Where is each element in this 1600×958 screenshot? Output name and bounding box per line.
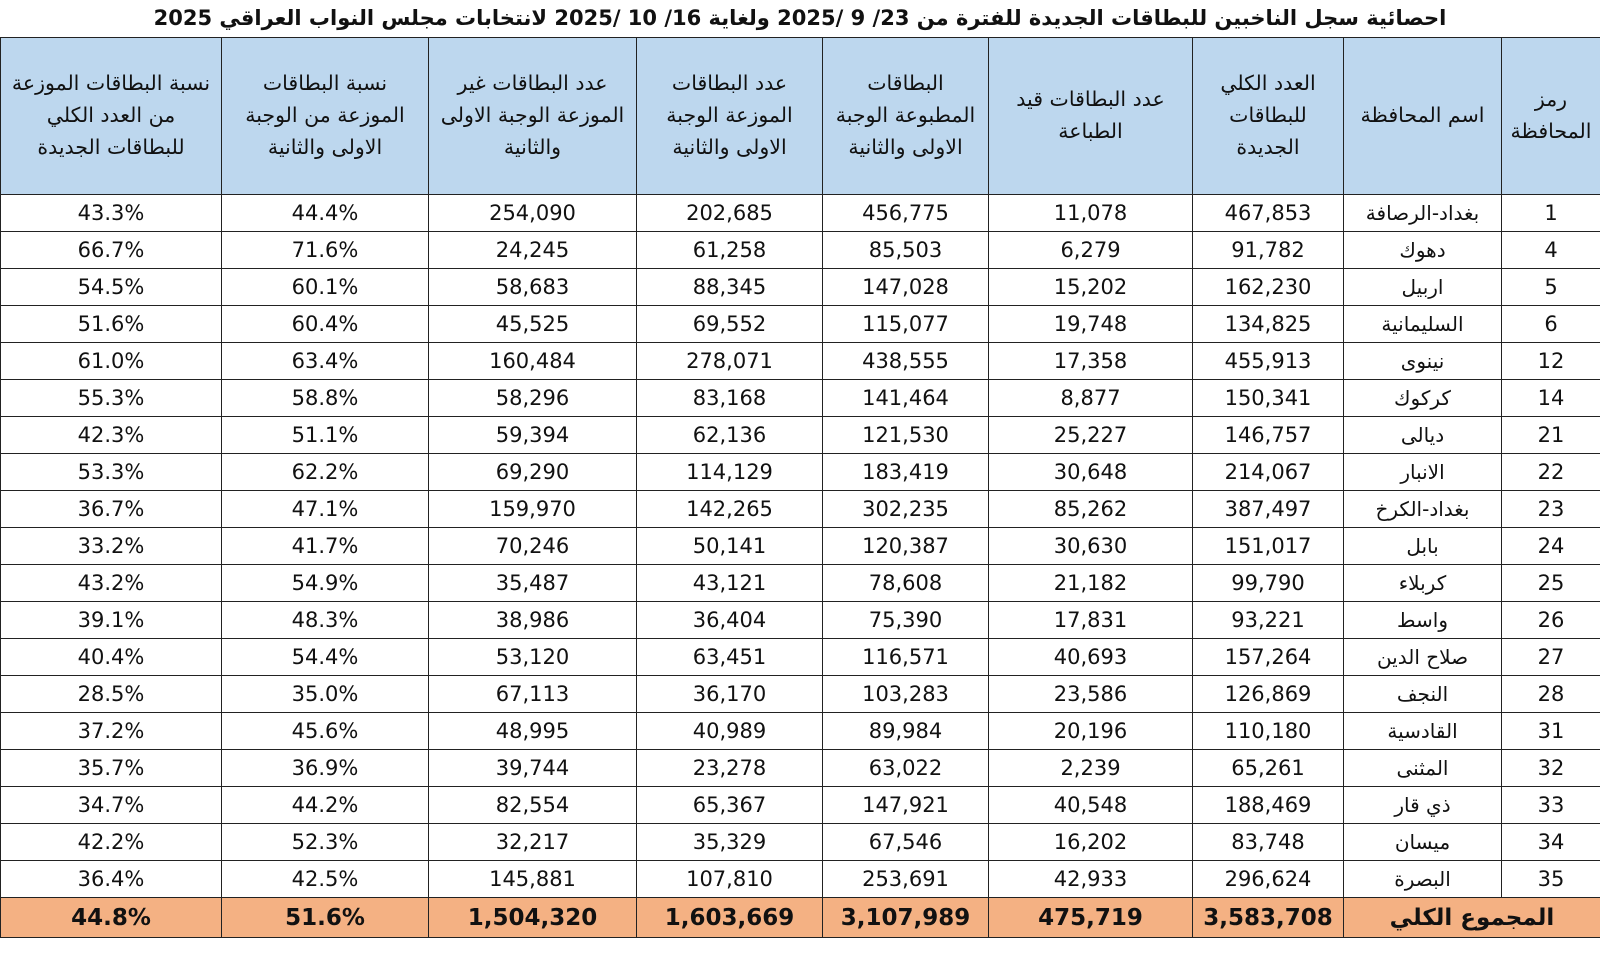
governorate-name-cell: ديالى [1344,417,1502,454]
printed-cards-cell: 78,608 [823,565,989,602]
governorate-code-cell: 35 [1502,861,1600,898]
printed-cards-cell: 63,022 [823,750,989,787]
total-new-cards-cell: 455,913 [1193,343,1344,380]
distributed-ratio-total-cell: 54.5% [1,269,222,306]
total-cell: 1,603,669 [637,898,823,938]
distributed-ratio-total-cell: 28.5% [1,676,222,713]
distributed-ratio-total-cell: 36.7% [1,491,222,528]
governorate-name-cell: بغداد-الرصافة [1344,195,1502,232]
header-total-new-cards: العدد الكلي للبطاقات الجديدة [1193,38,1344,195]
governorate-code-cell: 28 [1502,676,1600,713]
undistributed-cards-cell: 160,484 [429,343,637,380]
printed-cards-cell: 147,028 [823,269,989,306]
governorate-name-cell: النجف [1344,676,1502,713]
table-row [1,639,1600,676]
table-row [1,676,1600,713]
governorate-code-cell: 24 [1502,528,1600,565]
printed-cards-cell: 141,464 [823,380,989,417]
undistributed-cards-cell: 58,683 [429,269,637,306]
distributed-cards-cell: 35,329 [637,824,823,861]
distributed-ratio-batches-cell: 54.9% [222,565,429,602]
distributed-cards-cell: 36,170 [637,676,823,713]
governorate-name-cell: بابل [1344,528,1502,565]
governorate-name-cell: ذي قار [1344,787,1502,824]
table-body [1,195,1600,898]
total-new-cards-cell: 134,825 [1193,306,1344,343]
governorate-code-cell: 5 [1502,269,1600,306]
distributed-cards-cell: 40,989 [637,713,823,750]
total-cell: 1,504,320 [429,898,637,938]
distributed-ratio-batches-cell: 71.6% [222,232,429,269]
total-new-cards-cell: 93,221 [1193,602,1344,639]
cards-in-printing-cell: 11,078 [989,195,1193,232]
printed-cards-cell: 75,390 [823,602,989,639]
governorate-name-cell: القادسية [1344,713,1502,750]
table-row [1,491,1600,528]
distributed-cards-cell: 83,168 [637,380,823,417]
undistributed-cards-cell: 53,120 [429,639,637,676]
distributed-ratio-total-cell: 51.6% [1,306,222,343]
total-new-cards-cell: 151,017 [1193,528,1344,565]
cards-in-printing-cell: 21,182 [989,565,1193,602]
distributed-cards-cell: 61,258 [637,232,823,269]
cards-in-printing-cell: 15,202 [989,269,1193,306]
cards-in-printing-cell: 30,630 [989,528,1193,565]
distributed-ratio-batches-cell: 35.0% [222,676,429,713]
table-row [1,269,1600,306]
governorate-name-cell: دهوك [1344,232,1502,269]
total-new-cards-cell: 162,230 [1193,269,1344,306]
table-row [1,824,1600,861]
governorate-name-cell: كركوك [1344,380,1502,417]
governorate-code-cell: 6 [1502,306,1600,343]
governorate-code-cell: 25 [1502,565,1600,602]
undistributed-cards-cell: 59,394 [429,417,637,454]
table-row [1,602,1600,639]
distributed-ratio-batches-cell: 44.2% [222,787,429,824]
undistributed-cards-cell: 254,090 [429,195,637,232]
distributed-ratio-batches-cell: 42.5% [222,861,429,898]
governorate-name-cell: بغداد-الكرخ [1344,491,1502,528]
total-new-cards-cell: 91,782 [1193,232,1344,269]
cards-in-printing-cell: 23,586 [989,676,1193,713]
distributed-ratio-total-cell: 42.3% [1,417,222,454]
header-printed-cards: البطاقات المطبوعة الوجبة الاولى والثانية [823,38,989,195]
cards-in-printing-cell: 6,279 [989,232,1193,269]
governorate-name-cell: المثنى [1344,750,1502,787]
undistributed-cards-cell: 24,245 [429,232,637,269]
distributed-ratio-total-cell: 43.2% [1,565,222,602]
governorate-name-cell: السليمانية [1344,306,1502,343]
governorate-code-cell: 1 [1502,195,1600,232]
header-governorate-name: اسم المحافظة [1344,38,1502,195]
distributed-ratio-total-cell: 34.7% [1,787,222,824]
governorate-name-cell: البصرة [1344,861,1502,898]
printed-cards-cell: 121,530 [823,417,989,454]
distributed-cards-cell: 88,345 [637,269,823,306]
total-new-cards-cell: 83,748 [1193,824,1344,861]
total-new-cards-cell: 467,853 [1193,195,1344,232]
distributed-ratio-total-cell: 61.0% [1,343,222,380]
distributed-cards-cell: 43,121 [637,565,823,602]
table-row [1,306,1600,343]
distributed-ratio-batches-cell: 41.7% [222,528,429,565]
distributed-ratio-batches-cell: 45.6% [222,713,429,750]
cards-in-printing-cell: 2,239 [989,750,1193,787]
statistics-table [0,37,1600,938]
distributed-ratio-total-cell: 42.2% [1,824,222,861]
table-row [1,861,1600,898]
distributed-ratio-batches-cell: 47.1% [222,491,429,528]
governorate-name-cell: اربيل [1344,269,1502,306]
governorate-code-cell: 27 [1502,639,1600,676]
cards-in-printing-cell: 17,831 [989,602,1193,639]
governorate-code-cell: 21 [1502,417,1600,454]
governorate-name-cell: ميسان [1344,824,1502,861]
governorate-code-cell: 26 [1502,602,1600,639]
distributed-cards-cell: 142,265 [637,491,823,528]
distributed-ratio-total-cell: 35.7% [1,750,222,787]
distributed-ratio-batches-cell: 60.1% [222,269,429,306]
undistributed-cards-cell: 48,995 [429,713,637,750]
distributed-ratio-total-cell: 37.2% [1,713,222,750]
governorate-code-cell: 31 [1502,713,1600,750]
undistributed-cards-cell: 32,217 [429,824,637,861]
printed-cards-cell: 67,546 [823,824,989,861]
header-distributed-ratio-batches: نسبة البطاقات الموزعة من الوجبة الاولى والثانية [222,38,429,195]
distributed-ratio-total-cell: 55.3% [1,380,222,417]
distributed-ratio-total-cell: 53.3% [1,454,222,491]
distributed-cards-cell: 62,136 [637,417,823,454]
undistributed-cards-cell: 82,554 [429,787,637,824]
distributed-cards-cell: 23,278 [637,750,823,787]
total-new-cards-cell: 150,341 [1193,380,1344,417]
distributed-cards-cell: 63,451 [637,639,823,676]
distributed-ratio-total-cell: 33.2% [1,528,222,565]
printed-cards-cell: 147,921 [823,787,989,824]
distributed-ratio-batches-cell: 63.4% [222,343,429,380]
governorate-name-cell: كربلاء [1344,565,1502,602]
total-new-cards-cell: 65,261 [1193,750,1344,787]
table-row [1,195,1600,232]
total-new-cards-cell: 387,497 [1193,491,1344,528]
undistributed-cards-cell: 35,487 [429,565,637,602]
distributed-ratio-batches-cell: 62.2% [222,454,429,491]
printed-cards-cell: 103,283 [823,676,989,713]
distributed-cards-cell: 278,071 [637,343,823,380]
cards-in-printing-cell: 17,358 [989,343,1193,380]
total-new-cards-cell: 99,790 [1193,565,1344,602]
printed-cards-cell: 115,077 [823,306,989,343]
printed-cards-cell: 456,775 [823,195,989,232]
table-header [1,38,1600,195]
distributed-ratio-total-cell: 43.3% [1,195,222,232]
distributed-ratio-total-cell: 39.1% [1,602,222,639]
total-new-cards-cell: 296,624 [1193,861,1344,898]
distributed-ratio-batches-cell: 36.9% [222,750,429,787]
printed-cards-cell: 302,235 [823,491,989,528]
undistributed-cards-cell: 58,296 [429,380,637,417]
governorate-code-cell: 34 [1502,824,1600,861]
printed-cards-cell: 253,691 [823,861,989,898]
undistributed-cards-cell: 38,986 [429,602,637,639]
distributed-ratio-batches-cell: 51.1% [222,417,429,454]
table-footer [1,898,1600,938]
undistributed-cards-cell: 39,744 [429,750,637,787]
undistributed-cards-cell: 145,881 [429,861,637,898]
cards-in-printing-cell: 25,227 [989,417,1193,454]
undistributed-cards-cell: 67,113 [429,676,637,713]
table-row [1,713,1600,750]
undistributed-cards-cell: 69,290 [429,454,637,491]
distributed-cards-cell: 36,404 [637,602,823,639]
cards-in-printing-cell: 85,262 [989,491,1193,528]
header-distributed-ratio-total: نسبة البطاقات الموزعة من العدد الكلي للبطاقات الجديدة [1,38,222,195]
governorate-code-cell: 23 [1502,491,1600,528]
cards-in-printing-cell: 8,877 [989,380,1193,417]
printed-cards-cell: 116,571 [823,639,989,676]
distributed-ratio-total-cell: 36.4% [1,861,222,898]
undistributed-cards-cell: 70,246 [429,528,637,565]
cards-in-printing-cell: 16,202 [989,824,1193,861]
table-row [1,417,1600,454]
total-label: المجموع الكلي [1344,898,1600,938]
table-row [1,565,1600,602]
page-title: احصائية سجل الناخبين للبطاقات الجديدة للفترة من 23/ 9 /2025 ولغاية 16/ 10 /2025 لانتخابات مجلس النواب العراقي 2025 [153,6,1447,30]
distributed-ratio-total-cell: 66.7% [1,232,222,269]
distributed-ratio-batches-cell: 44.4% [222,195,429,232]
printed-cards-cell: 438,555 [823,343,989,380]
governorate-code-cell: 22 [1502,454,1600,491]
governorate-name-cell: واسط [1344,602,1502,639]
printed-cards-cell: 89,984 [823,713,989,750]
cards-in-printing-cell: 30,648 [989,454,1193,491]
total-new-cards-cell: 157,264 [1193,639,1344,676]
cards-in-printing-cell: 40,548 [989,787,1193,824]
table-row [1,750,1600,787]
distributed-cards-cell: 202,685 [637,195,823,232]
distributed-cards-cell: 69,552 [637,306,823,343]
governorate-code-cell: 14 [1502,380,1600,417]
governorate-code-cell: 4 [1502,232,1600,269]
distributed-cards-cell: 114,129 [637,454,823,491]
table-row [1,454,1600,491]
total-cell: 44.8% [1,898,222,938]
printed-cards-cell: 183,419 [823,454,989,491]
total-new-cards-cell: 110,180 [1193,713,1344,750]
table-row [1,380,1600,417]
header-distributed-cards: عدد البطاقات الموزعة الوجبة الاولى والثانية [637,38,823,195]
cards-in-printing-cell: 20,196 [989,713,1193,750]
distributed-ratio-batches-cell: 60.4% [222,306,429,343]
printed-cards-cell: 85,503 [823,232,989,269]
governorate-code-cell: 33 [1502,787,1600,824]
total-new-cards-cell: 146,757 [1193,417,1344,454]
undistributed-cards-cell: 45,525 [429,306,637,343]
distributed-ratio-total-cell: 40.4% [1,639,222,676]
total-new-cards-cell: 214,067 [1193,454,1344,491]
distributed-cards-cell: 107,810 [637,861,823,898]
distributed-cards-cell: 50,141 [637,528,823,565]
header-row [1,38,1600,195]
cards-in-printing-cell: 19,748 [989,306,1193,343]
header-undistributed-cards: عدد البطاقات غير الموزعة الوجبة الاولى والثانية [429,38,637,195]
table-row [1,787,1600,824]
undistributed-cards-cell: 159,970 [429,491,637,528]
total-new-cards-cell: 188,469 [1193,787,1344,824]
governorate-name-cell: نينوى [1344,343,1502,380]
header-governorate-code: رمز المحافظة [1502,38,1600,195]
total-row [1,898,1600,938]
total-cell: 51.6% [222,898,429,938]
governorate-name-cell: الانبار [1344,454,1502,491]
distributed-ratio-batches-cell: 54.4% [222,639,429,676]
printed-cards-cell: 120,387 [823,528,989,565]
table-row [1,232,1600,269]
total-cell: 3,107,989 [823,898,989,938]
total-new-cards-cell: 126,869 [1193,676,1344,713]
cards-in-printing-cell: 42,933 [989,861,1193,898]
governorate-code-cell: 12 [1502,343,1600,380]
total-cell: 475,719 [989,898,1193,938]
table-row [1,343,1600,380]
cards-in-printing-cell: 40,693 [989,639,1193,676]
governorate-code-cell: 32 [1502,750,1600,787]
total-cell: 3,583,708 [1193,898,1344,938]
distributed-ratio-batches-cell: 58.8% [222,380,429,417]
governorate-name-cell: صلاح الدين [1344,639,1502,676]
table-row [1,528,1600,565]
header-cards-in-printing: عدد البطاقات قيد الطباعة [989,38,1193,195]
distributed-ratio-batches-cell: 52.3% [222,824,429,861]
distributed-ratio-batches-cell: 48.3% [222,602,429,639]
distributed-cards-cell: 65,367 [637,787,823,824]
